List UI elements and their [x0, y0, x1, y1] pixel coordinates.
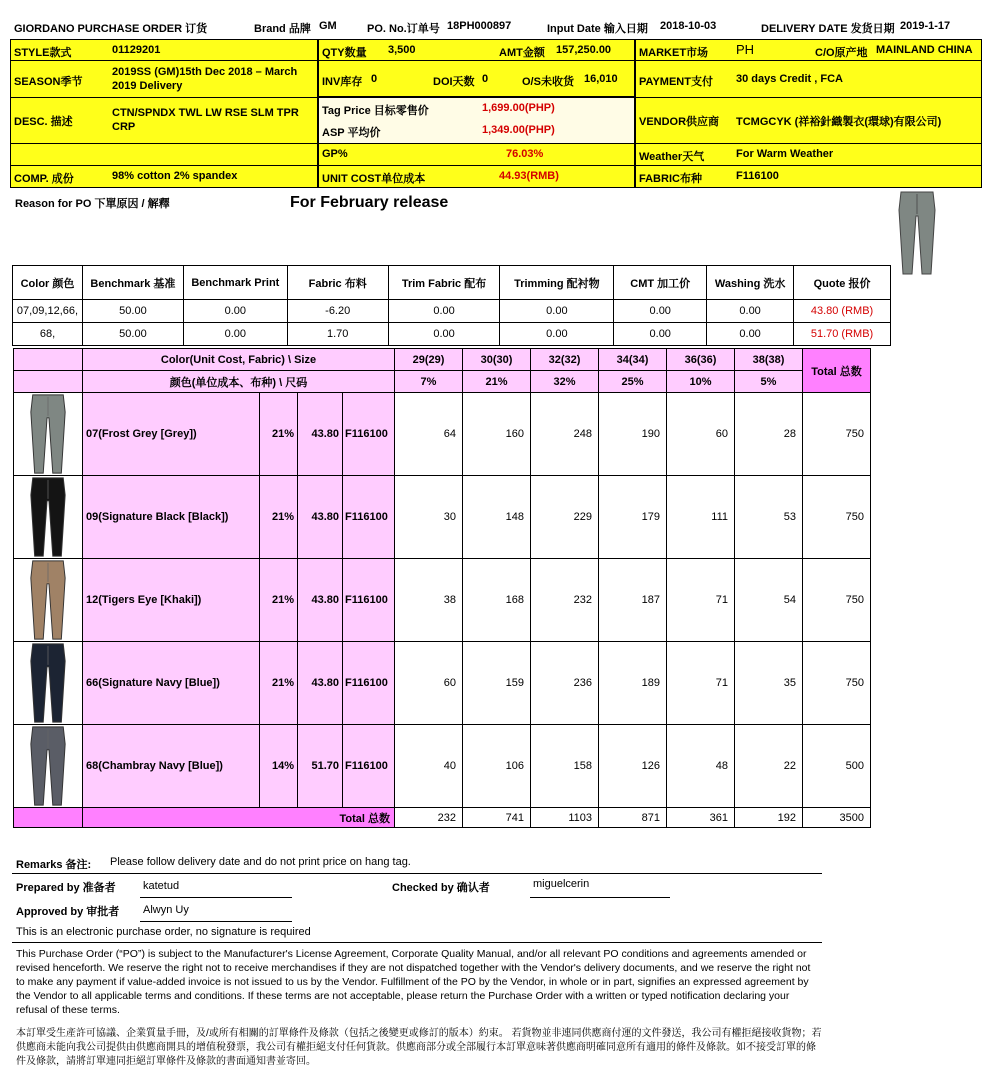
- row-total: 750: [803, 642, 871, 725]
- terms-chinese: 本訂單受生產許可協議、企業質量手冊，及/或所有相關的訂單條件及條款（包括之後變更或修訂的版本）約束。 若貨物並非連同供應商付運的文件發送，我公司有權拒絕接收貨物；若供應商未能向我公司提供由供應商開具的增值稅發票，我公司有權拒絕支付任何貨款。供應商部分或全部履行本訂單意味著供應商明確同意所有適用的條件及條款。如不接受訂單的條件及條款，請將訂單連同拒絕訂單條件及條款的書面通知書並寄回。: [16, 1028, 822, 1067]
- size-label: 30(30): [463, 349, 531, 371]
- qty-cell: 53: [735, 476, 803, 559]
- asp-label: ASP 平均价: [322, 127, 381, 139]
- qty-cell: 48: [667, 725, 735, 808]
- qty-cell: 126: [599, 725, 667, 808]
- ratio-row: [14, 371, 871, 393]
- reason-text: For February release: [290, 194, 449, 211]
- ratio: 32%: [531, 371, 599, 393]
- cost-header-row: [13, 266, 891, 300]
- table-row: [13, 323, 891, 346]
- color-name: 68(Chambray Navy [Blue]): [83, 725, 260, 808]
- gp-label: GP%: [322, 148, 348, 160]
- cost-cell: 50.00: [82, 323, 183, 346]
- qty-cell: 232: [531, 559, 599, 642]
- qty-cell: 30: [395, 476, 463, 559]
- total-cell: 741: [463, 808, 531, 828]
- qty-cell: 189: [599, 642, 667, 725]
- color-pct: 21%: [260, 642, 298, 725]
- checked-value: miguelcerin: [533, 878, 590, 890]
- color-name: 07(Frost Grey [Grey]): [83, 393, 260, 476]
- payment-label: PAYMENT支付: [639, 76, 713, 88]
- color-pct: 14%: [260, 725, 298, 808]
- pant-swatch-icon: [14, 393, 82, 475]
- cost-cell: 50.00: [82, 300, 183, 323]
- fabric-code: F116100: [343, 476, 395, 559]
- unit-cost-label: UNIT COST单位成本: [322, 173, 426, 185]
- cost-cell: 07,09,12,66,: [13, 300, 83, 323]
- season-line-2: 2019 Delivery: [112, 80, 183, 92]
- swatch-cell: [14, 559, 83, 642]
- qty-cell: 64: [395, 393, 463, 476]
- unit-cost: 43.80: [298, 559, 343, 642]
- qty-cell: 60: [395, 642, 463, 725]
- cost-cell: 0.00: [500, 300, 614, 323]
- table-row: [14, 642, 871, 725]
- market-value: PH: [736, 42, 755, 57]
- size-label: 34(34): [599, 349, 667, 371]
- comp-label: COMP. 成份: [14, 173, 74, 185]
- input-date-label: Input Date 输入日期: [547, 23, 648, 35]
- ratio: 21%: [463, 371, 531, 393]
- weather-label: Weather天气: [639, 151, 705, 163]
- qty-cell: 22: [735, 725, 803, 808]
- total-cell: 1103: [531, 808, 599, 828]
- row-total: 500: [803, 725, 871, 808]
- color-name: 09(Signature Black [Black]): [83, 476, 260, 559]
- qty-cell: 71: [667, 642, 735, 725]
- prepared-value: katetud: [143, 880, 180, 892]
- tag-price-value: 1,699.00(PHP): [482, 102, 555, 114]
- vendor-value: TCMGCYK (祥裕針織製衣(環球)有限公司): [736, 116, 942, 128]
- cost-header: Trim Fabric 配布: [388, 266, 500, 300]
- delivery-date: 2019-1-17: [900, 20, 951, 32]
- qty-cell: 60: [667, 393, 735, 476]
- swatch-cell: [14, 725, 83, 808]
- os-label: O/S未收货: [522, 76, 574, 88]
- pant-swatch-icon: [14, 559, 82, 641]
- approved-value: Alwyn Uy: [143, 904, 189, 916]
- fabric-value: F116100: [736, 170, 779, 182]
- pant-swatch-icon: [14, 476, 82, 558]
- style-value: 01129201: [112, 44, 161, 56]
- color-pct: 21%: [260, 393, 298, 476]
- size-header-1: Color(Unit Cost, Fabric) \ Size: [83, 349, 395, 371]
- co-value: MAINLAND CHINA: [876, 44, 973, 56]
- cost-cell: 68,: [13, 323, 83, 346]
- quote-cell: 43.80 (RMB): [794, 300, 891, 323]
- fabric-code: F116100: [343, 642, 395, 725]
- divider: [12, 942, 822, 943]
- po-number: 18PH000897: [447, 20, 512, 32]
- total-cell: 192: [735, 808, 803, 828]
- cost-cell: -6.20: [287, 300, 388, 323]
- ratio: 7%: [395, 371, 463, 393]
- weather-value: For Warm Weather: [736, 148, 834, 160]
- input-date: 2018-10-03: [660, 20, 717, 32]
- unit-cost: 43.80: [298, 642, 343, 725]
- color-name: 12(Tigers Eye [Khaki]): [83, 559, 260, 642]
- desc-line-1: CTN/SPNDX TWL LW RSE SLM TPR: [112, 107, 299, 119]
- swatch-cell: [14, 393, 83, 476]
- cost-header: Color 颜色: [13, 266, 83, 300]
- totals-label: Total 总数: [83, 808, 395, 828]
- pant-swatch-icon: [14, 725, 82, 807]
- color-name: 66(Signature Navy [Blue]): [83, 642, 260, 725]
- quote-cell: 51.70 (RMB): [794, 323, 891, 346]
- cost-cell: 1.70: [287, 323, 388, 346]
- cost-header: CMT 加工价: [614, 266, 707, 300]
- qty-cell: 38: [395, 559, 463, 642]
- cost-cell: 0.00: [388, 300, 500, 323]
- qty-cell: 159: [463, 642, 531, 725]
- table-row: [13, 300, 891, 323]
- color-pct: 21%: [260, 476, 298, 559]
- total-cell: 232: [395, 808, 463, 828]
- asp-value: 1,349.00(PHP): [482, 124, 555, 136]
- vendor-label: VENDOR供应商: [639, 116, 720, 128]
- qty-value: 3,500: [388, 44, 416, 56]
- cost-cell: 0.00: [614, 300, 707, 323]
- row-total: 750: [803, 393, 871, 476]
- cost-cell: 0.00: [707, 323, 794, 346]
- tag-price-label: Tag Price 目标零售价: [322, 105, 429, 117]
- table-row: [14, 559, 871, 642]
- po-label: PO. No.订单号: [367, 23, 440, 35]
- total-cell: 871: [599, 808, 667, 828]
- fabric-code: F116100: [343, 559, 395, 642]
- cost-cell: 0.00: [500, 323, 614, 346]
- totals-row: [14, 808, 871, 828]
- cost-header: Washing 洗水: [707, 266, 794, 300]
- payment-value: 30 days Credit , FCA: [736, 73, 843, 85]
- unit-cost: 51.70: [298, 725, 343, 808]
- doi-value: 0: [482, 73, 489, 85]
- size-label: 29(29): [395, 349, 463, 371]
- divider: [12, 873, 822, 874]
- qty-cell: 179: [599, 476, 667, 559]
- unit-cost-value: 44.93(RMB): [499, 170, 559, 182]
- unit-cost: 43.80: [298, 393, 343, 476]
- cost-cell: 0.00: [388, 323, 500, 346]
- market-label: MARKET市场: [639, 47, 709, 59]
- remarks-label: Remarks 备注:: [16, 859, 92, 871]
- desc-line-2: CRP: [112, 121, 136, 133]
- ratio: 5%: [735, 371, 803, 393]
- qty-cell: 28: [735, 393, 803, 476]
- qty-cell: 168: [463, 559, 531, 642]
- cost-breakdown-table: [12, 265, 891, 346]
- comp-value: 98% cotton 2% spandex: [112, 170, 238, 182]
- electronic-note: This is an electronic purchase order, no signature is required: [16, 926, 311, 938]
- cost-cell: 0.00: [183, 300, 287, 323]
- gp-value: 76.03%: [506, 148, 544, 160]
- cost-cell: 0.00: [183, 323, 287, 346]
- swatch-cell: [14, 642, 83, 725]
- po-title: GIORDANO PURCHASE ORDER 订货: [14, 23, 208, 35]
- qty-cell: 158: [531, 725, 599, 808]
- qty-cell: 187: [599, 559, 667, 642]
- row-total: 750: [803, 559, 871, 642]
- size-label: 38(38): [735, 349, 803, 371]
- desc-label: DESC. 描述: [14, 116, 73, 128]
- qty-cell: 248: [531, 393, 599, 476]
- qty-cell: 160: [463, 393, 531, 476]
- brand-value: GM: [319, 20, 337, 32]
- unit-cost: 43.80: [298, 476, 343, 559]
- season-label: SEASON季节: [14, 76, 83, 88]
- grand-total-cell: 3500: [803, 808, 871, 828]
- qty-cell: 148: [463, 476, 531, 559]
- size-header-row: [14, 349, 871, 371]
- inv-value: 0: [371, 73, 378, 85]
- table-row: [14, 393, 871, 476]
- cost-cell: 0.00: [707, 300, 794, 323]
- product-image: [895, 190, 939, 276]
- swatch-cell: [14, 476, 83, 559]
- reason-label: Reason for PO 下單原因 / 解釋: [15, 198, 170, 210]
- qty-label: QTY数量: [322, 47, 367, 59]
- brand-label: Brand 品牌: [254, 23, 311, 35]
- cost-cell: 0.00: [614, 323, 707, 346]
- qty-cell: 40: [395, 725, 463, 808]
- qty-cell: 35: [735, 642, 803, 725]
- amt-label: AMT金额: [499, 47, 545, 59]
- season-line-1: 2019SS (GM)15th Dec 2018 – March: [112, 66, 298, 78]
- approved-label: Approved by 审批者: [16, 906, 120, 918]
- fabric-label: FABRIC布种: [639, 173, 702, 185]
- os-value: 16,010: [584, 73, 618, 85]
- inv-label: INV库存: [322, 76, 363, 88]
- size-header-2: 颜色(单位成本、布种) \ 尺码: [83, 371, 395, 393]
- qty-cell: 54: [735, 559, 803, 642]
- cost-header: Benchmark 基准: [82, 266, 183, 300]
- checked-label: Checked by 确认者: [392, 882, 490, 894]
- delivery-date-label: DELIVERY DATE 发货日期: [761, 23, 895, 35]
- table-row: [14, 476, 871, 559]
- row-total: 750: [803, 476, 871, 559]
- qty-cell: 71: [667, 559, 735, 642]
- fabric-code: F116100: [343, 725, 395, 808]
- ratio: 25%: [599, 371, 667, 393]
- style-label: STYLE款式: [14, 47, 72, 59]
- ratio: 10%: [667, 371, 735, 393]
- co-label: C/O原产地: [815, 47, 868, 59]
- cost-header: Fabric 布料: [287, 266, 388, 300]
- size-breakdown-table: [13, 348, 871, 828]
- cost-header: Benchmark Print: [183, 266, 287, 300]
- pant-swatch-icon: [14, 642, 82, 724]
- color-pct: 21%: [260, 559, 298, 642]
- size-label: 32(32): [531, 349, 599, 371]
- total-header: Total 总数: [803, 349, 871, 393]
- remarks-text: Please follow delivery date and do not print price on hang tag.: [110, 856, 411, 868]
- size-label: 36(36): [667, 349, 735, 371]
- table-row: [14, 725, 871, 808]
- qty-cell: 236: [531, 642, 599, 725]
- amt-value: 157,250.00: [556, 44, 612, 56]
- cost-header: Quote 报价: [794, 266, 891, 300]
- prepared-label: Prepared by 准备者: [16, 882, 116, 894]
- terms-english: This Purchase Order (“PO”) is subject to the Manufacturer's License Agreement, Corporate Quality Manual, and/or all relevant PO conditions and agreements amended or revised henceforth. We reserve the right not to receive merchandises if they are not dispatched together with the Vendor's delivery documents, and we reserve the right not to make any payment if value-added invoice is not issued to us by the Vendor. Fulfillment of the PO by the Vendor, in whole or in part, signifies an expressed agreement by the Vendor to all applicable terms and conditions. If these terms are not acceptable, please return the Purchase Order with a written or typed notification declaring your refusal of these terms.: [16, 948, 811, 1016]
- qty-cell: 106: [463, 725, 531, 808]
- qty-cell: 190: [599, 393, 667, 476]
- fabric-code: F116100: [343, 393, 395, 476]
- qty-cell: 111: [667, 476, 735, 559]
- doi-label: DOI天数: [433, 76, 475, 88]
- total-cell: 361: [667, 808, 735, 828]
- qty-cell: 229: [531, 476, 599, 559]
- cost-header: Trimming 配衬物: [500, 266, 614, 300]
